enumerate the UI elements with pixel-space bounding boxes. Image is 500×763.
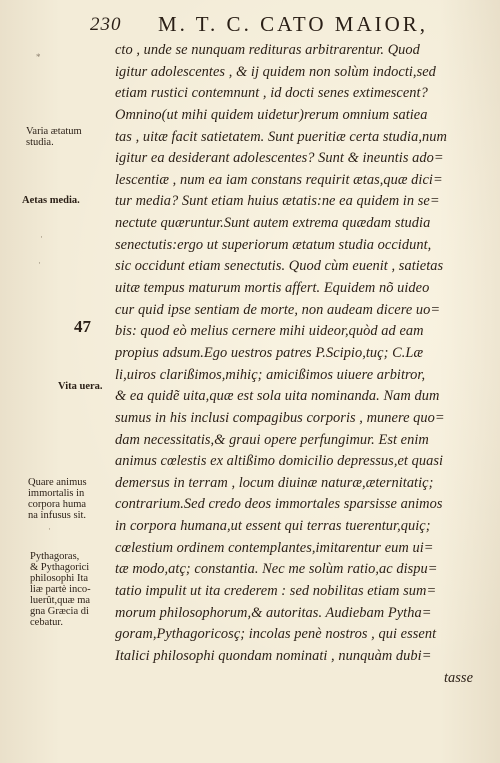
- catchword: tasse: [443, 669, 473, 686]
- section-number: 47: [74, 317, 91, 336]
- text-line: dam necessitatis,& graui opere perfungimur. Est enim: [115, 431, 429, 448]
- text-line: morum philosophorum,& autoritas. Audiebam Pytha=: [115, 604, 432, 621]
- text-line: tur media? Sunt etiam huius ætatis:ne ea quidem in se=: [115, 193, 440, 210]
- text-line: demersus in terram , locum diuinæ naturæ,æternitatiç;: [115, 474, 434, 491]
- text-line: tas , uitæ facit satietatem. Sunt pueritiæ certa studia,num: [115, 128, 447, 145]
- main-text: [115, 40, 477, 689]
- margin-note-line: studia.: [26, 137, 54, 148]
- margin-note-vita-uera: [58, 381, 146, 392]
- text-line: sic occidunt etiam senectutis. Quod cùm euenit , satietas: [115, 258, 444, 275]
- text-line: tatio impulit ut ita crederem : sed nobilitas etiam sum=: [115, 583, 437, 600]
- margin-note-line: cebatur.: [30, 617, 63, 628]
- text-line: Omnino(ut mihi quidem uidetur)rerum omnium satiea: [115, 106, 428, 123]
- margin-note-pythagoras: [30, 551, 118, 628]
- margin-note-line: luerût,quæ ma: [30, 595, 91, 606]
- margin-note-line: gna Græcia di: [30, 606, 89, 617]
- margin-note-line: philosophi Ita: [30, 573, 89, 584]
- text-line: Italici philosophi quondam nominati , nunquàm dubi=: [115, 647, 432, 664]
- margin-note-line: Pythagoras,: [30, 551, 80, 562]
- text-line: tæ modo,atç; constantia. Nec me solùm ratio,ac dispu=: [115, 561, 438, 578]
- paper-speck: *: [36, 52, 41, 62]
- text-line: igitur ea desiderant adolescentes? Sunt & ineuntis ado=: [115, 150, 444, 167]
- text-line: in corpora humana,ut essent qui terras tuerentur,quiç;: [115, 518, 431, 535]
- text-line: lescentiæ , num ea iam constans requirit ætas,quæ dici=: [115, 171, 443, 188]
- text-line: animus cœlestis ex altißimo domicilio depressus,et quasi: [115, 453, 444, 470]
- text-line: cto , unde se nunquam redituras arbitrarentur. Quod: [115, 42, 420, 58]
- paper-speck: ·: [48, 524, 51, 534]
- text-line: nectute quæruntur.Sunt autem extrema quædam studia: [115, 215, 431, 232]
- margin-note-line: Quare animus: [28, 477, 87, 488]
- page-number: 230: [90, 14, 122, 35]
- text-line: li,uiros clarißimos,mihiç; amicißimos uiuere arbitror,: [115, 366, 426, 383]
- text-line: goram,Pythagoricosç; incolas penè nostros , qui essent: [115, 626, 437, 643]
- text-line: sumus in his inclusi compagibus corporis , munere quo=: [115, 409, 445, 426]
- margin-note-line: Vita uera.: [58, 381, 103, 392]
- paper-speck: ·: [38, 258, 41, 268]
- text-line: bis: quod eò melius cernere mihi uideor,quòd ad eam: [115, 323, 424, 340]
- paper-speck: ·: [40, 232, 43, 242]
- margin-note-line: & Pythagorici: [30, 562, 90, 573]
- text-line: & ea quidẽ uita,quæ est sola uita nominanda. Nam dum: [115, 388, 440, 405]
- margin-note-line: na infusus sit.: [28, 510, 87, 521]
- running-title: M. T. C. CATO MAIOR,: [158, 12, 429, 36]
- margin-note-varia-aetatum: [26, 126, 114, 148]
- text-line: contrarium.Sed credo deos immortales sparsisse animos: [115, 496, 443, 513]
- text-line: cur quid ipse sentiam de morte, non audeam dicere uo=: [115, 301, 441, 318]
- text-line: propius adsum.Ego uestros patres P.Scipio,tuç; C.Læ: [115, 344, 424, 361]
- margin-note-line: liæ partè inco-: [30, 584, 91, 595]
- margin-note-line: Varia ætatum: [26, 126, 82, 137]
- page-header: [0, 8, 500, 38]
- text-line: senectutis:ergo ut superiorum ætatum studia occidunt,: [115, 236, 432, 253]
- margin-note-aetas-media: [22, 195, 110, 206]
- text-line: uitæ tempus maturum mortis affert. Equidem nõ uideo: [115, 280, 430, 297]
- margin-note-line: corpora huma: [28, 499, 87, 510]
- text-line: igitur adolescentes , & ij quidem non solùm indocti,sed: [115, 63, 436, 80]
- text-line: cœlestium ordinem contemplantes,imitarentur eum ui=: [115, 539, 434, 556]
- margin-note-line: immortalis in: [28, 488, 85, 499]
- margin-note-line: Aetas media.: [22, 195, 80, 206]
- margin-note-quare-animus: [28, 477, 116, 521]
- text-line: etiam rustici contemnunt , id docti senes extimescent?: [115, 85, 428, 102]
